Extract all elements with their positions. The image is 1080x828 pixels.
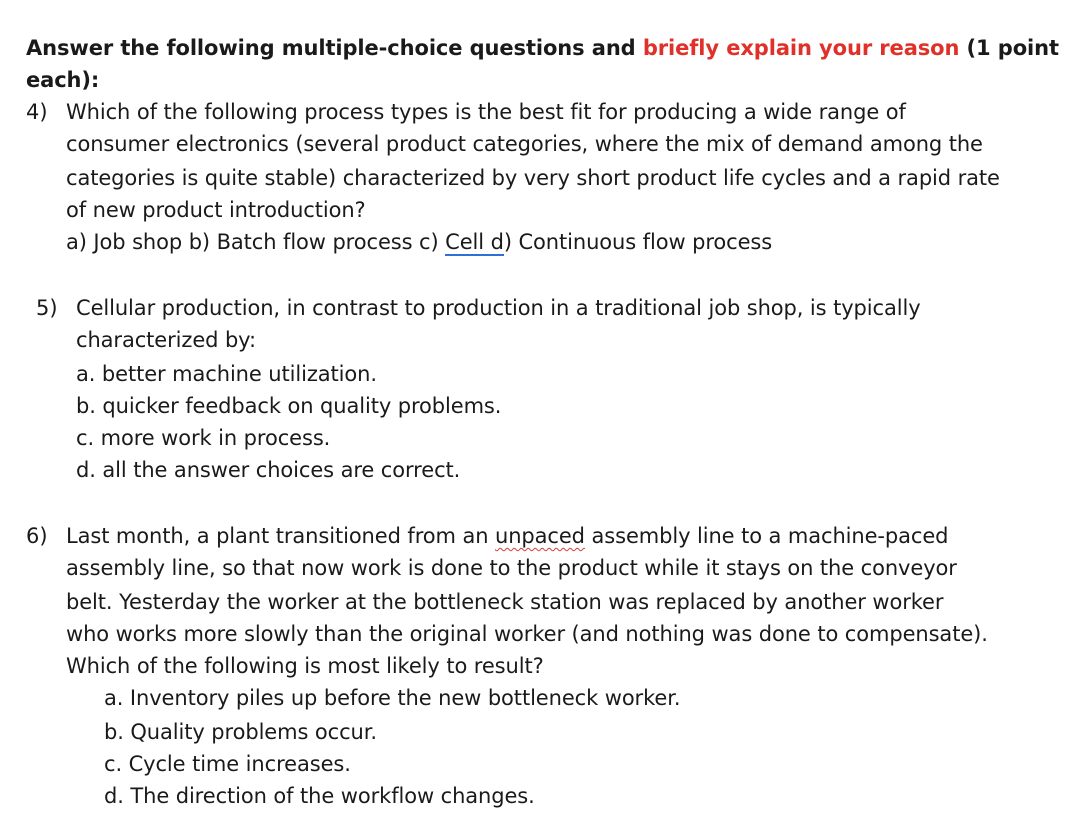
question-4-text-line: consumer electronics (several product categories, where the mix of demand among the xyxy=(66,132,983,156)
question-5-option: b. quicker feedback on quality problems. xyxy=(76,394,502,418)
spellcheck-flagged-word: unpaced xyxy=(495,524,585,548)
question-6-text-line: who works more slowly than the original worker (and nothing was done to compensate). xyxy=(66,622,988,646)
question-6-option: d. The direction of the workflow changes. xyxy=(104,784,535,808)
question-5-text-line: characterized by: xyxy=(76,328,256,352)
question-4-text-line: of new product introduction? xyxy=(66,198,366,222)
question-6-number: 6) xyxy=(26,524,48,548)
question-6-text-line: Which of the following is most likely to result? xyxy=(66,654,544,678)
instructions-text: Answer the following multiple-choice questions and xyxy=(26,36,643,60)
question-6-option: b. Quality problems occur. xyxy=(104,720,377,744)
question-6-text-line-1 xyxy=(66,522,948,550)
question-4-options-text: a) Job shop b) Batch flow process c) xyxy=(66,230,446,254)
question-4-marked-answer: Cell d xyxy=(445,230,504,254)
question-4-text-line: categories is quite stable) characterized by very short product life cycles and a rapid rate xyxy=(66,166,1000,190)
question-6-text-line: assembly line, so that now work is done to the product while it stays on the conveyor xyxy=(66,556,957,580)
question-4-options-text-end: ) Continuous flow process xyxy=(503,230,773,254)
question-6-text: Last month, a plant transitioned from an xyxy=(66,524,495,548)
question-5-option: d. all the answer choices are correct. xyxy=(76,458,461,482)
instructions-highlight: briefly explain your reason xyxy=(642,36,960,60)
question-4-text-line: Which of the following process types is the best fit for producing a wide range of xyxy=(66,100,906,124)
instructions-line-2: each): xyxy=(26,68,100,92)
question-5-option: a. better machine utilization. xyxy=(76,362,377,386)
question-6-text-line: belt. Yesterday the worker at the bottleneck station was replaced by another worker xyxy=(66,590,944,614)
question-6-option: c. Cycle time increases. xyxy=(104,752,351,776)
question-6-option: a. Inventory piles up before the new bottleneck worker. xyxy=(104,686,681,710)
question-4-options xyxy=(66,228,772,256)
question-6-text-end: assembly line to a machine-paced xyxy=(584,524,949,548)
question-4-number: 4) xyxy=(26,100,48,124)
question-5-text-line: Cellular production, in contrast to production in a traditional job shop, is typically xyxy=(76,296,921,320)
instructions-points: (1 point xyxy=(959,36,1059,60)
question-5-number: 5) xyxy=(36,296,58,320)
instructions-line-1 xyxy=(26,34,1059,62)
question-5-option: c. more work in process. xyxy=(76,426,331,450)
